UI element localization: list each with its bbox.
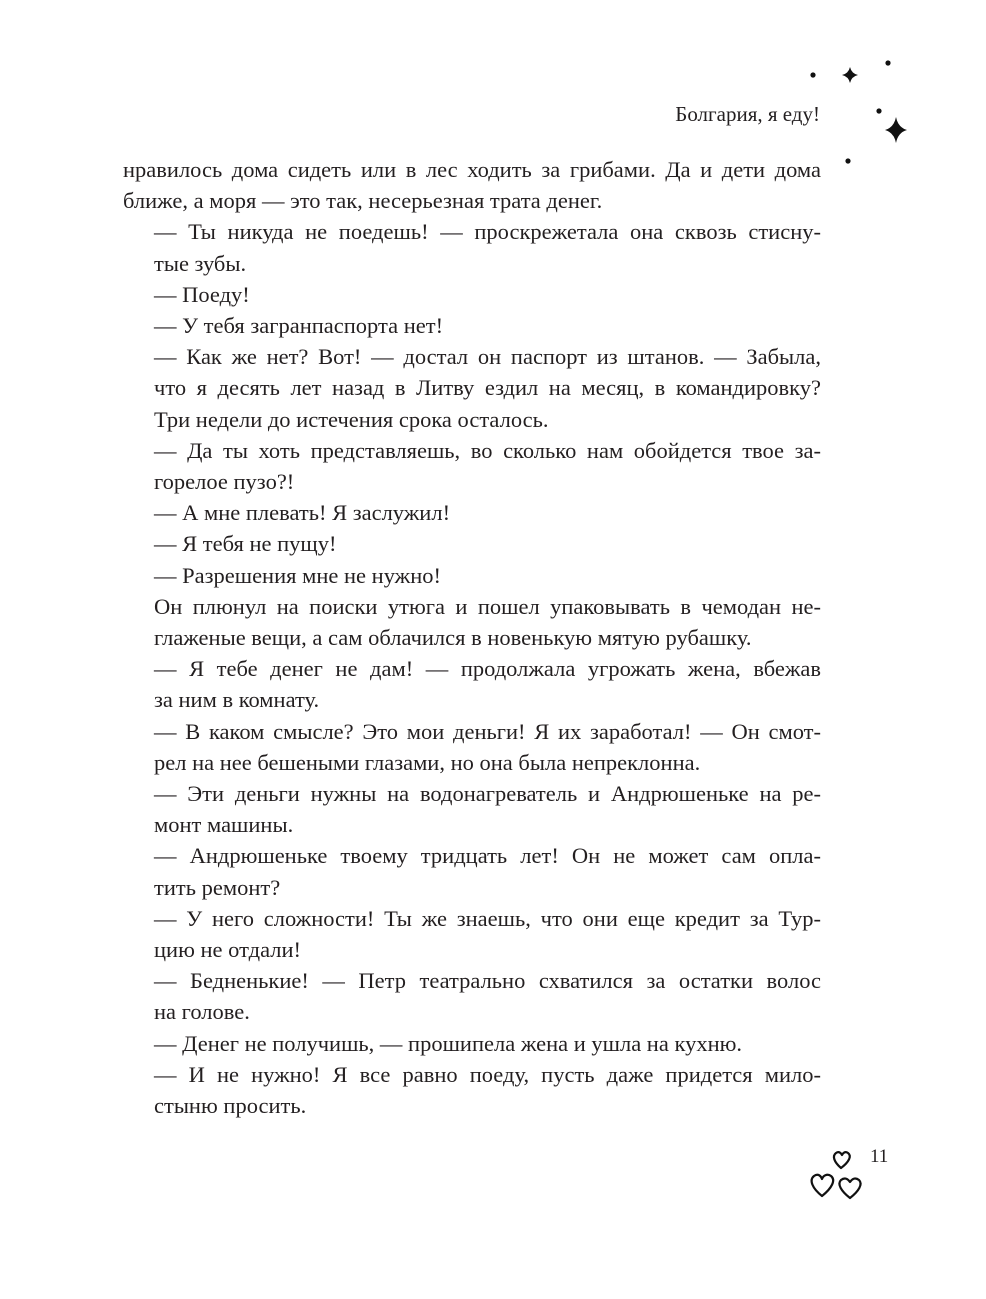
text-line: — Денег не получишь, — прошипела жена и ушла на кухню. — [154, 1030, 743, 1056]
text-line: горелое пузо?! — [154, 469, 295, 495]
hearts-icon — [806, 1150, 870, 1202]
text-line: глаженые вещи, а сам облачился в новенькую мятую рубашку. — [154, 625, 752, 651]
text-line: — Разрешения мне не нужно! — [154, 562, 441, 588]
body-text — [123, 154, 821, 1121]
text-line: — Бедненькие! — Петр театрально схватился за остатки волос — [154, 968, 821, 994]
text-line: цию не отдали! — [154, 937, 302, 963]
text-line: — Да ты хоть представляешь, во сколько нам обойдется твое за- — [154, 437, 821, 463]
paragraph — [123, 965, 821, 1027]
text-line: что я десять лет назад в Литву ездил на месяц, в командировку? — [154, 375, 821, 401]
paragraph — [123, 279, 821, 310]
text-line: — Поеду! — [154, 281, 250, 307]
text-line: — И не нужно! Я все равно поеду, пусть даже придется мило- — [154, 1061, 821, 1087]
paragraph — [123, 497, 821, 528]
text-line: за ним в комнату. — [154, 687, 320, 713]
paragraph — [123, 903, 821, 965]
paragraph — [123, 154, 821, 216]
text-line: — В каком смысле? Это мои деньги! Я их заработал! — Он смот- — [154, 718, 821, 744]
paragraph — [123, 435, 821, 497]
paragraph — [123, 1028, 821, 1059]
text-line: — А мне плевать! Я заслужил! — [154, 500, 451, 526]
text-line: нравилось дома сидеть или в лес ходить за грибами. Да и дети дома — [123, 157, 821, 182]
page-number: 11 — [870, 1146, 889, 1167]
text-line: ближе, а моря — это так, несерьезная трата денег. — [123, 188, 603, 214]
text-line: — Эти деньги нужны на водонагреватель и Андрюшеньке на ре- — [154, 781, 821, 807]
text-line: тить ремонт? — [154, 874, 281, 900]
paragraph — [123, 778, 821, 840]
text-line: на голове. — [154, 999, 250, 1025]
text-line: — У тебя загранпаспорта нет! — [154, 313, 444, 339]
text-line: — Я тебя не пущу! — [154, 531, 337, 557]
paragraph — [123, 560, 821, 591]
paragraph — [123, 341, 821, 435]
text-line: — Андрюшеньке твоему тридцать лет! Он не может сам опла- — [154, 843, 821, 869]
text-line: рел на нее бешеными глазами, но она была непреклонна. — [154, 749, 701, 775]
paragraph — [123, 1059, 821, 1121]
paragraph — [123, 528, 821, 559]
text-line: Он плюнул на поиски утюга и пошел упаковывать в чемодан не- — [154, 593, 821, 619]
text-line: монт машины. — [154, 812, 294, 838]
paragraph — [123, 653, 821, 715]
text-line: Три недели до истечения срока осталось. — [154, 406, 549, 432]
running-header: Болгария, я еду! — [675, 102, 820, 126]
text-line: тые зубы. — [154, 250, 247, 276]
paragraph — [123, 310, 821, 341]
paragraph — [123, 591, 821, 653]
paragraph — [123, 840, 821, 902]
paragraph — [123, 216, 821, 278]
text-line: — Ты никуда не поедешь! — проскрежетала она сквозь стисну- — [154, 219, 821, 245]
text-line: — Я тебе денег не дам! — продолжала угрожать жена, вбежав — [154, 656, 821, 682]
text-line: — Как же нет? Вот! — достал он паспорт из штанов. — Забыла, — [154, 344, 821, 370]
paragraph — [123, 716, 821, 778]
text-line: — У него сложности! Ты же знаешь, что они еще кредит за Тур- — [154, 905, 821, 931]
text-line: стыню просить. — [154, 1093, 307, 1119]
